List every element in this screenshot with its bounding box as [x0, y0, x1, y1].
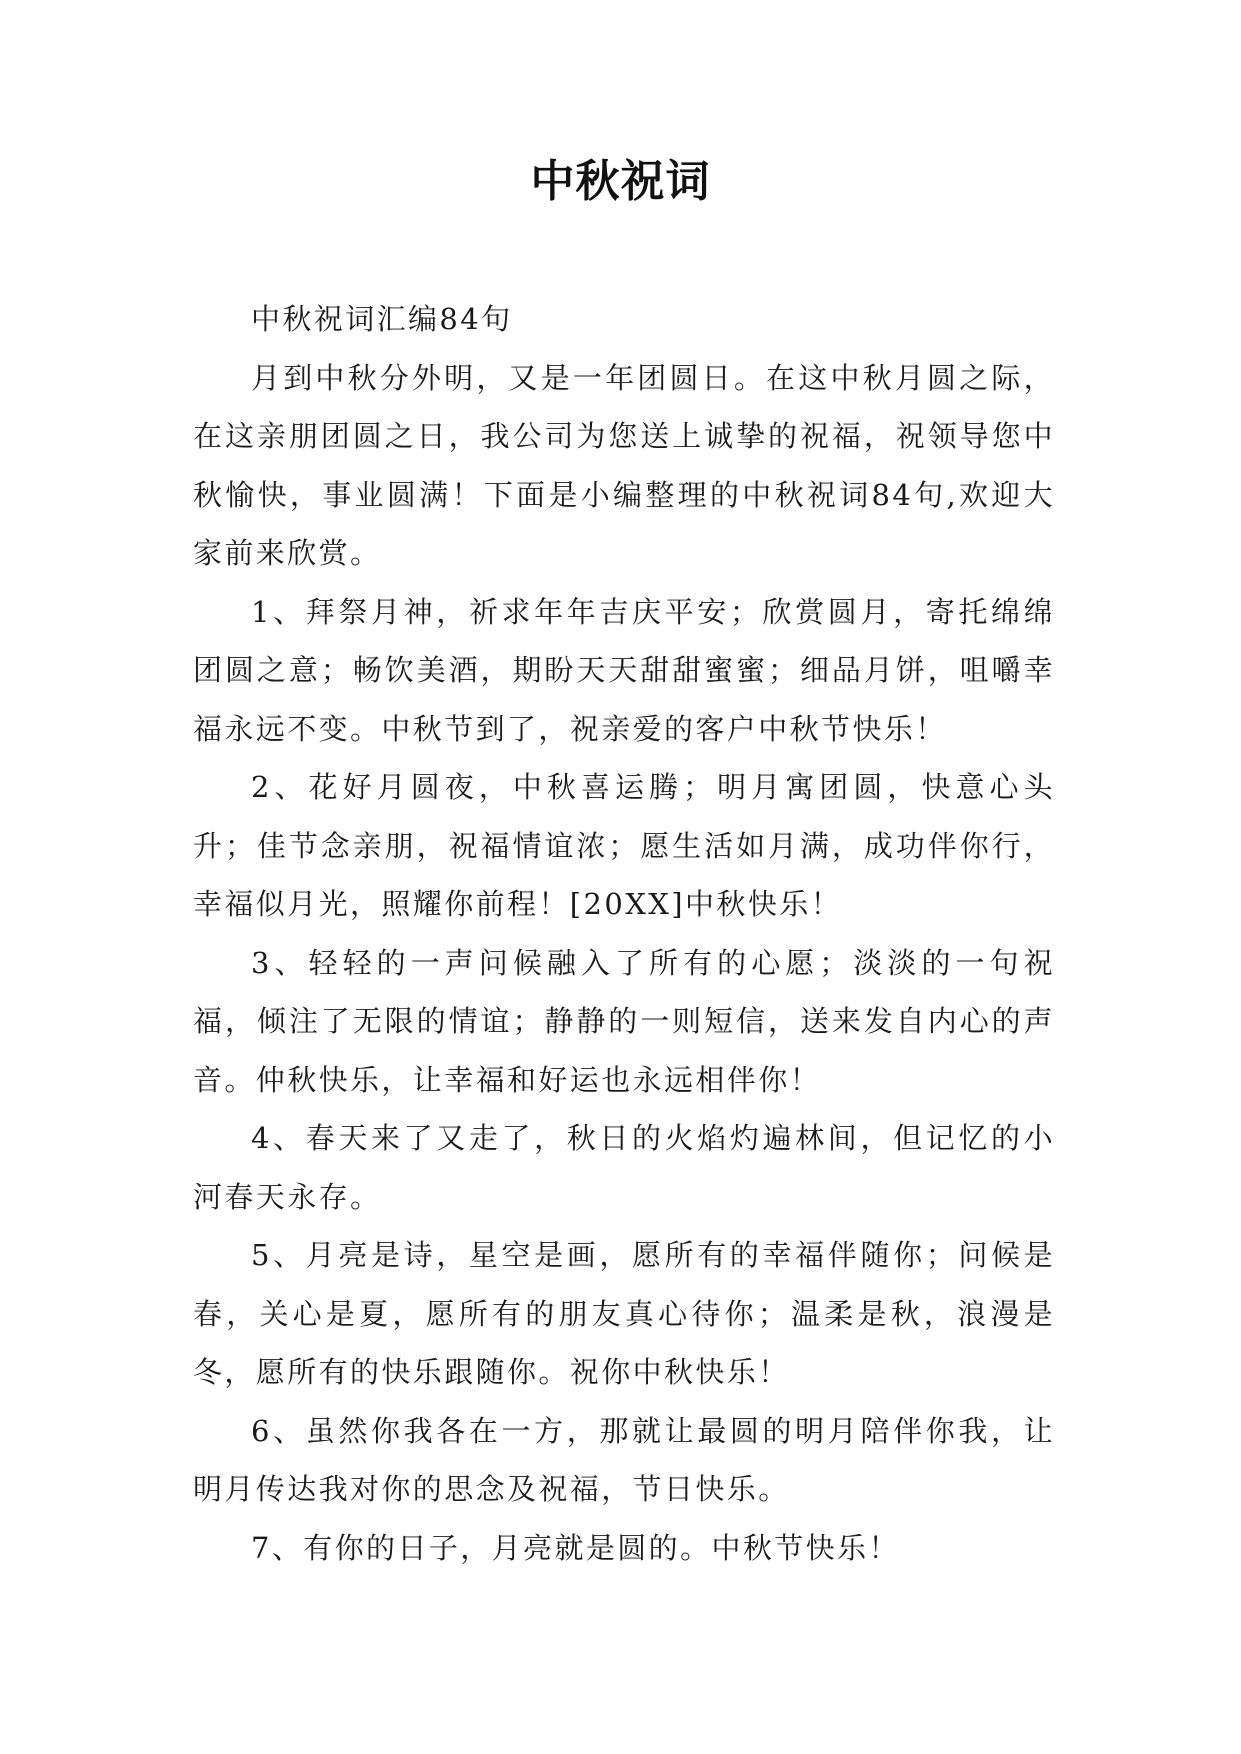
- greeting-item-5: 5、月亮是诗，星空是画，愿所有的幸福伴随你；问候是春，关心是夏，愿所有的朋友真心待你；温柔是秋，浪漫是冬，愿所有的快乐跟随你。祝你中秋快乐！: [193, 1238, 1055, 1389]
- greeting-item-3: 3、轻轻的一声问候融入了所有的心愿；淡淡的一句祝福，倾注了无限的情谊；静静的一则短信，送来发自内心的声音。仲秋快乐，让幸福和好运也永远相伴你！: [193, 945, 1055, 1097]
- greeting-item-4: 4、春天来了又走了，秋日的火焰灼遍林间，但记忆的小河春天永存。: [193, 1121, 1055, 1214]
- subtitle-paragraph: 中秋祝词汇编84句: [251, 302, 513, 336]
- greeting-item-2: 2、花好月圆夜，中秋喜运腾；明月寓团圆，快意心头升；佳节念亲朋，祝福情谊浓；愿生活如月满，成功伴你行，幸福似月光，照耀你前程！[20XX]中秋快乐！: [193, 770, 1055, 921]
- intro-paragraph: 月到中秋分外明，又是一年团圆日。在这中秋月圆之际，在这亲朋团圆之日，我公司为您送上诚挚的祝福，祝领导您中秋愉快，事业圆满！下面是小编整理的中秋祝词84句,欢迎大家前来欣赏。: [193, 360, 1055, 570]
- greeting-item-7: 7、有你的日子，月亮就是圆的。中秋节快乐！: [251, 1530, 900, 1565]
- greeting-item-1: 1、拜祭月神，祈求年年吉庆平安；欣赏圆月，寄托绵绵团圆之意；畅饮美酒，期盼天天甜甜蜜蜜；细品月饼，咀嚼幸福永远不变。中秋节到了，祝亲爱的客户中秋节快乐！: [193, 594, 1055, 746]
- greeting-item-6: 6、虽然你我各在一方，那就让最圆的明月陪伴你我，让明月传达我对你的思念及祝福，节日快乐。: [193, 1413, 1055, 1506]
- document-body: [193, 290, 1055, 1577]
- page-title: 中秋祝词: [530, 156, 711, 207]
